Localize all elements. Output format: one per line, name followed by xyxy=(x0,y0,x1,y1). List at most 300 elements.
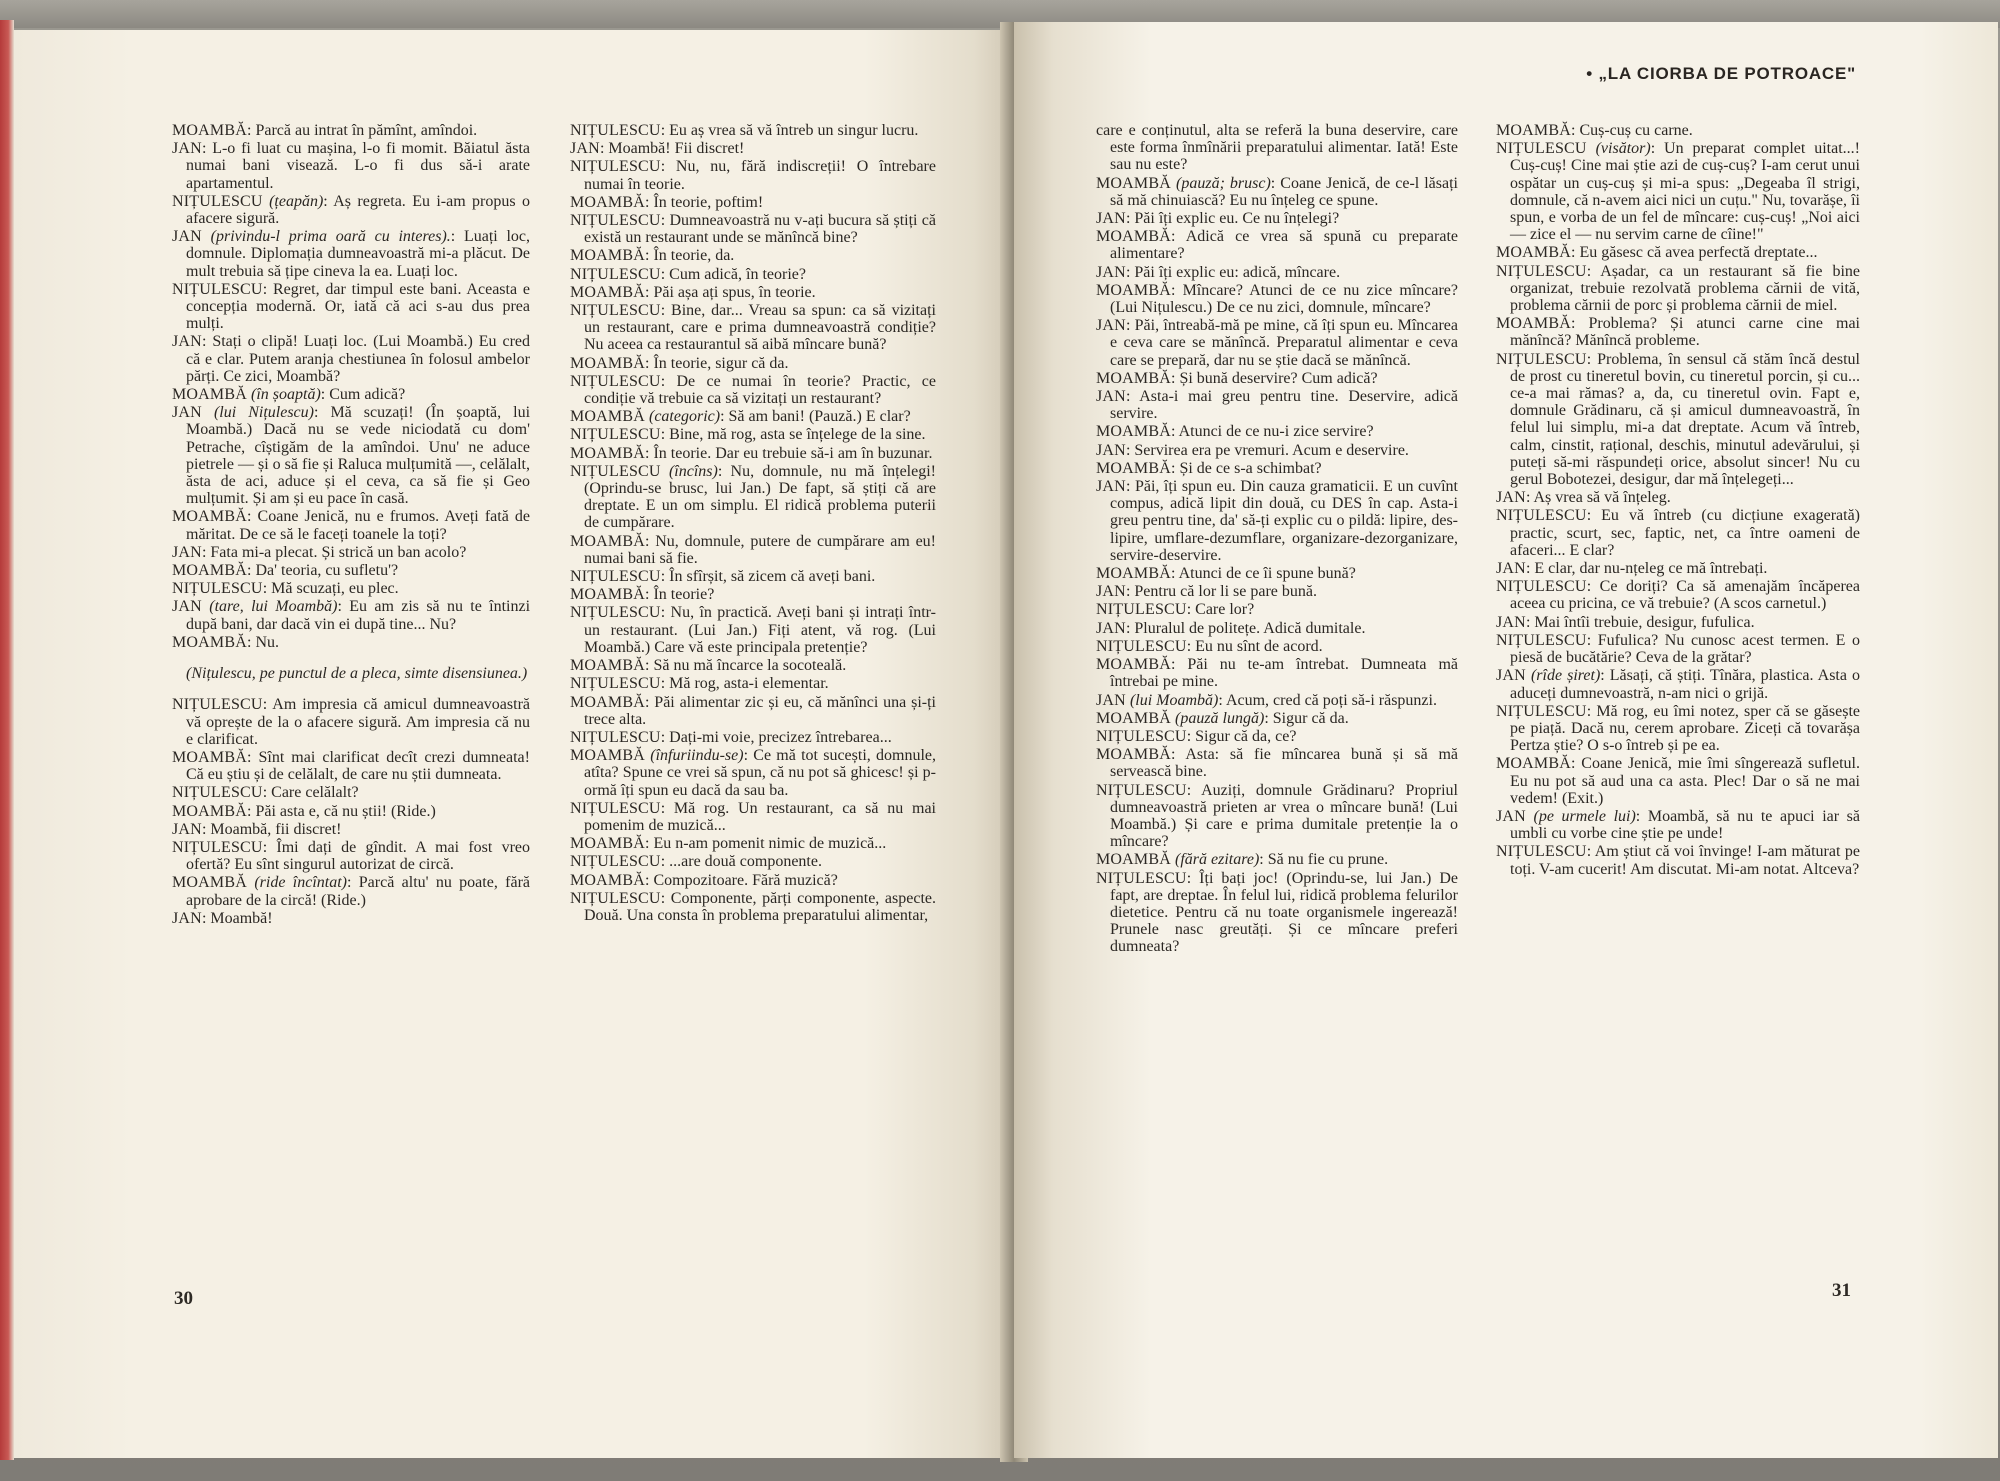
dialogue-text: Ce mă tot sucești, domnule, atîta? Spune ce vrei să spun, că nu pot să ghicesc! și p-ormă îți spun eu dacă da sau ba. xyxy=(584,747,937,799)
dialogue-line: NIȚULESCU: Mă rog. Un restaurant, ca să nu mai pomenim de muzică... xyxy=(570,799,936,834)
stage-direction-inline: (țeapăn) xyxy=(269,192,324,210)
dialogue-text: care e conținutul, alta se referă la buna deservire, care este forma înmînării preparatului alimentar. Iată! Este sau nu este? xyxy=(1096,122,1458,174)
speaker-name: NIȚULESCU xyxy=(570,675,661,693)
speaker-name: MOAMBĂ xyxy=(570,657,645,675)
dialogue-line: NIȚULESCU: Componente, părți componente, aspecte. Două. Una consta în problema preparatului alimentar, xyxy=(570,889,936,924)
speaker-name: JAN xyxy=(172,228,202,246)
dialogue-text: Acum, cred că poți să-i răspunzi. xyxy=(1225,691,1437,709)
dialogue-text: Pentru că lor li se pare bună. xyxy=(1134,583,1317,601)
stage-direction-inline: (pauză lungă) xyxy=(1175,709,1265,727)
dialogue-text: Atunci de ce nu-i zice servire? xyxy=(1178,423,1374,441)
dialogue-text: Mă rog, eu îmi notez, sper că se găsește pe piață. Dacă nu, cerem aprobare. Ziceți că tovarășa Pertza știe? O s-o întreb și pe ea. xyxy=(1510,702,1860,755)
speaker-name: NIȚULESCU xyxy=(1496,262,1587,280)
speaker-name: MOAMBĂ xyxy=(172,633,247,651)
speaker-name: MOAMBĂ xyxy=(172,386,247,404)
left-page-column-2 xyxy=(570,122,936,925)
left-page xyxy=(14,30,1014,1458)
dialogue-text: Moambă, fii discret! xyxy=(210,820,342,838)
dialogue-line: MOAMBĂ: Păi asta e, că nu știi! (Ride.) xyxy=(172,802,436,820)
dialogue-line: MOAMBĂ (ride încîntat): Parcă altu' nu poate, fără aprobare de la circă! (Ride.) xyxy=(172,874,531,909)
dialogue-line: JAN (rîde șiret): Lăsați, că știți. Tînăra, plastica. Asta o aduceți dumnevoastră, n-am nici o grijă. xyxy=(1496,667,1861,702)
dialogue-line: NIȚULESCU: Eu nu sînt de acord. xyxy=(1096,637,1323,655)
dialogue-text: Nu, nu, fără indiscreții! O întrebare numai în teorie. xyxy=(584,158,936,193)
dialogue-line: NIȚULESCU: Auziți, domnule Grădinaru? Propriul dumneavoastră prieten ar vrea o mîncare bună! (Lui Moambă.) Și care e prima dumitale pretenție la o mîncare? xyxy=(1096,781,1459,851)
dialogue-text: Fufulica? Nu cunosc acest termen. E o piesă de bucătărie? Ceva de la grătar? xyxy=(1510,631,1860,667)
speaker-name: NIȚULESCU xyxy=(172,696,263,714)
dialogue-text: În teorie? xyxy=(653,586,715,604)
dialogue-line: MOAMBĂ (pauză; brusc): Coane Jenică, de ce-l lăsați să mă chinuiască? Eu nu înțeleg ce spune. xyxy=(1096,174,1459,209)
speaker-name: MOAMBĂ xyxy=(1096,656,1171,674)
dialogue-line: NIȚULESCU: Sigur că da, ce? xyxy=(1096,727,1297,745)
dialogue-text: Eu aș vrea să vă întreb un singur lucru. xyxy=(669,122,919,139)
dialogue-text: Coane Jenică, de ce-l lăsați să mă chinuiască? Eu nu înțeleg ce spune. xyxy=(1110,174,1459,209)
dialogue-text: Bine, dar... Vreau sa spun: ca să vizitați un restaurant, care e prima dumneavoastră condiție? Nu aceea ca restaurantul să aibă mîncare bună? xyxy=(584,302,936,354)
dialogue-text: Care celălalt? xyxy=(271,784,359,802)
dialogue-line: JAN: Moambă, fii discret! xyxy=(172,820,342,838)
dialogue-text: Moambă, să nu te apuci iar să umbli cu vorbe cine știe pe unde! xyxy=(1510,807,1860,843)
dialogue-text: Cum adică? xyxy=(329,386,406,404)
dialogue-line: MOAMBĂ: Atunci de ce îi spune bună? xyxy=(1096,565,1356,583)
dialogue-text: Am impresia că amicul dumneavoastră vă oprește de la o afacere sigură. Am impresia că nu e clarificat. xyxy=(186,696,531,748)
dialogue-text: Coane Jenică, mie îmi sîngerează sufletul. Eu nu pot să aud una ca asta. Plec! Dar o să ne mai vedem! (Exit.) xyxy=(1510,755,1860,807)
speaker-name: MOAMBĂ xyxy=(570,193,645,211)
dialogue-text: Îmi dați de gîndit. A mai fost vreo ofertă? Eu sînt singurul autorizat de circă. xyxy=(186,838,530,874)
speaker-name: MOAMBĂ xyxy=(1096,369,1171,387)
dialogue-text: Da' teoria, cu sufletu'? xyxy=(255,562,399,580)
dialogue-line: MOAMBĂ: În teorie, sigur că da. xyxy=(570,354,789,372)
stage-direction-inline: (lui Nițulescu) xyxy=(213,404,314,422)
stage-direction-inline: (ride încîntat) xyxy=(254,874,347,892)
stage-direction-inline: (tare, lui Moambă) xyxy=(209,598,338,616)
speaker-name: JAN xyxy=(172,598,202,616)
speaker-name: NIȚULESCU xyxy=(570,426,661,444)
speaker-name: MOAMBĂ xyxy=(172,508,247,526)
dialogue-text: Nu, domnule, nu mă înțelegi! (Oprindu-se brusc, lui Jan.) De fapt, să știți că are dreptate. E un om simplu. El ridică problema puterii de cumpărare. xyxy=(584,462,937,532)
speaker-name: NIȚULESCU xyxy=(1496,140,1587,158)
dialogue-line: NIȚULESCU: Dați-mi voie, precizez întrebarea... xyxy=(570,728,892,746)
speaker-name: NIȚULESCU xyxy=(1096,781,1187,799)
speaker-name: NIȚULESCU xyxy=(1096,869,1187,887)
dialogue-text: Să am bani! (Pauză.) E clar? xyxy=(728,408,911,426)
dialogue-text: Așadar, ca un restaurant să fie bine organizat, trebuie rezolvată problema cărnii de vită, problema cărnii de porc și problema cărnii de miel. xyxy=(1510,262,1861,315)
speaker-name: NIȚULESCU xyxy=(172,280,263,298)
speaker-name: MOAMBĂ xyxy=(172,122,247,139)
speaker-name: NIȚULESCU xyxy=(570,889,661,907)
speaker-name: JAN xyxy=(172,820,202,838)
dialogue-line: JAN: Păi, îți spun eu. Din cauza gramaticii. E un cuvînt compus, adică lipit din două, cu DES în cap. Asta-i greu pentru tine, da' să-ți explic cu o pildă: lipire, des-lipire, umflare-dezumflare, organizare-dezorganizare, servire-deservire. xyxy=(1096,478,1458,564)
stage-direction: (Nițulescu, pe punctul de a pleca, simte disensiunea.) xyxy=(186,665,528,683)
speaker-name: MOAMBĂ xyxy=(172,748,247,766)
dialogue-line: NIȚULESCU: De ce numai în teorie? Practic, ce condiție vă trebuie ca să vizitați un restaurant? xyxy=(570,372,936,408)
dialogue-line: MOAMBĂ: Eu găsesc că avea perfectă dreptate... xyxy=(1496,244,1818,262)
speaker-name: JAN xyxy=(1496,807,1526,825)
dialogue-text: Asta-i mai greu pentru tine. Deservire, adică servire. xyxy=(1110,388,1459,423)
dialogue-text: Sigur că da, ce? xyxy=(1195,727,1297,745)
dialogue-line: JAN: E clar, dar nu-nțeleg ce mă întrebați. xyxy=(1496,560,1768,578)
dialogue-line: MOAMBĂ: Să nu mă încarce la socoteală. xyxy=(570,657,847,675)
speaker-name: NIȚULESCU xyxy=(172,580,263,598)
speaker-name: MOAMBĂ xyxy=(570,586,645,604)
dialogue-line: JAN (privindu-l prima oară cu interes).: Luați loc, domnule. Diplomația dumneavoastră mi-a plăcut. De mult trebuia să țipe cineva la ea. Luați loc. xyxy=(172,228,530,280)
dialogue-line: MOAMBĂ: Nu, domnule, putere de cumpărare am eu! numai bani să fie. xyxy=(570,532,937,567)
stage-direction-inline: (visător) xyxy=(1595,140,1651,158)
speaker-name: JAN xyxy=(1096,263,1126,281)
dialogue-line: NIȚULESCU: Am impresia că amicul dumneavoastră vă oprește de la o afacere sigură. Am impresia că nu e clarificat. xyxy=(172,696,531,748)
dialogue-line: JAN (lui Nițulescu): Mă scuzați! (În șoaptă, lui Moambă.) Dacă nu se vede niciodată cu dom' Petrache, cîștigăm de la amîndoi. Unu' ne aduce pietrele — și o să fie și Raluca mulțumită —, celălalt, ăsta de aci, aduce și el ceva, ca să fie și Geo mulțumit. Și am și eu pace în casă. xyxy=(172,404,531,508)
dialogue-text: Păi nu te-am întrebat. Dumneata mă întrebai pe mine. xyxy=(1110,656,1459,691)
speaker-name: MOAMBĂ xyxy=(570,693,645,711)
speaker-name: NIȚULESCU xyxy=(570,853,661,871)
speaker-name: NIȚULESCU xyxy=(172,192,263,210)
speaker-name: NIȚULESCU xyxy=(1496,702,1587,720)
speaker-name: JAN xyxy=(1096,210,1126,228)
speaker-name: JAN xyxy=(172,333,202,351)
dialogue-text: Un preparat complet uitat...! Cuș-cuș! Cine mai știe azi de cuș-cuș? I-am cerut unui ospătar un cuș-cuș și mi-a spus: „Degeaba îl strigi, domnule, că n-avem aici nici un cuțu." Nu, tovarășe, îi spun, e vorba de un fel de mîncare: cuș-cuș! „Noi aici — zice el — nu servim carne de cîine!" xyxy=(1510,140,1861,244)
dialogue-line: JAN (pe urmele lui): Moambă, să nu te apuci iar să umbli cu vorbe cine știe pe unde! xyxy=(1496,807,1860,843)
speaker-name: NIȚULESCU xyxy=(1496,631,1587,649)
speaker-name: JAN xyxy=(1096,619,1126,637)
left-page-column-1 xyxy=(172,122,530,928)
dialogue-line: MOAMBĂ: Și bună deservire? Cum adică? xyxy=(1096,369,1378,387)
speaker-name: MOAMBĂ xyxy=(1096,281,1171,299)
dialogue-text: În teorie. Dar eu trebuie să-i am în buzunar. xyxy=(653,444,933,462)
dialogue-text: Eu n-am pomenit nimic de muzică... xyxy=(653,835,887,853)
speaker-name: NIȚULESCU xyxy=(1496,578,1587,596)
dialogue-text: Nu. xyxy=(255,633,280,651)
speaker-name: JAN xyxy=(1096,478,1126,496)
dialogue-text: Asta: să fie mîncarea bună și să mă servească bine. xyxy=(1110,746,1459,781)
speaker-name: JAN xyxy=(1496,613,1526,631)
dialogue-line: JAN (lui Moambă): Acum, cred că poți să-i răspunzi. xyxy=(1096,691,1437,709)
dialogue-line: MOAMBĂ: Păi alimentar zic și eu, că mănînci una și-ți trece alta. xyxy=(570,693,937,728)
dialogue-text: Adică ce vrea să spună cu preparate alimentare? xyxy=(1110,228,1459,263)
dialogue-text: Care lor? xyxy=(1195,601,1255,619)
dialogue-line: JAN: Mai întîi trebuie, desigur, fufulica. xyxy=(1496,613,1755,631)
dialogue-line: JAN: Păi, întreabă-mă pe mine, că îți spun eu. Mîncarea e ceva care se mănîncă. Preparatul alimentar e ceva care se prepară, dar nu se știe dacă se mănîncă. xyxy=(1096,317,1458,369)
dialogue-text: În sfîrșit, să zicem că aveți bani. xyxy=(669,568,876,586)
speaker-name: JAN xyxy=(172,909,202,927)
speaker-name: JAN xyxy=(1496,667,1526,685)
dialogue-line: MOAMBĂ: Atunci de ce nu-i zice servire? xyxy=(1096,423,1374,441)
stage-direction-inline: (rîde șiret) xyxy=(1530,667,1601,685)
speaker-name: NIȚULESCU xyxy=(1496,507,1587,525)
dialogue-text: Coane Jenică, nu e frumos. Aveți fată de măritat. De ce să le faceți toanele la toți? xyxy=(186,508,530,543)
speaker-name: NIȚULESCU xyxy=(1496,350,1587,368)
speaker-name: NIȚULESCU xyxy=(570,302,661,320)
dialogue-line: MOAMBĂ: Mîncare? Atunci de ce nu zice mîncare? (Lui Nițulescu.) De ce nu zici, domnule, mîncare? xyxy=(1096,281,1458,317)
dialogue-text: Pluralul de politețe. Adică dumitale. xyxy=(1134,619,1366,637)
dialogue-text: De ce numai în teorie? Practic, ce condiție vă trebuie ca să vizitați un restaurant? xyxy=(584,372,936,408)
dialogue-line: NIȚULESCU (încîns): Nu, domnule, nu mă înțelegi! (Oprindu-se brusc, lui Jan.) De fapt, să știți că are dreptate. E un om simplu. El ridică problema puterii de cumpărare. xyxy=(570,462,937,532)
dialogue-line: NIȚULESCU (visător): Un preparat complet uitat...! Cuș-cuș! Cine mai știe azi de cuș-cuș? I-am cerut unui ospătar un cuș-cuș și mi-a spus: „Degeaba îl strigi, domnule, că n-avem aici nici un cuțu." Nu, tovarășe, îi spun, e vorba de un fel de mîncare: cuș-cuș! „Noi aici — zice el — nu servim carne de cîine!" xyxy=(1496,140,1861,244)
stage-direction-inline: (categoric) xyxy=(649,408,721,426)
speaker-name: NIȚULESCU xyxy=(570,122,661,139)
speaker-name: NIȚULESCU xyxy=(570,604,661,622)
speaker-name: MOAMBĂ xyxy=(1096,851,1171,869)
dialogue-text: Nu, în practică. Aveți bani și intrați într-un restaurant. (Lui Jan.) Fiți atent, vă rog. (Lui Moambă.) Care vă este principala pretenție? xyxy=(584,604,936,656)
stage-direction-inline: (în șoaptă) xyxy=(251,386,321,404)
dialogue-text: Compozitoare. Fără muzică? xyxy=(653,871,838,889)
dialogue-text: Păi îți explic eu: adică, mîncare. xyxy=(1134,263,1341,281)
dialogue-line: MOAMBĂ: Eu n-am pomenit nimic de muzică... xyxy=(570,835,887,853)
dialogue-text: Păi așa ați spus, în teorie. xyxy=(653,283,816,301)
dialogue-text: Eu nu sînt de acord. xyxy=(1195,637,1323,655)
dialogue-line: NIȚULESCU: Îți bați joc! (Oprindu-se, lui Jan.) De fapt, are dreptae. În felul lui, ridică problema felurilor dietetice. Pentru că nu toate organismele ingerează! Prunele nasc greutăți. Și ce mîncare preferi dumneata? xyxy=(1096,869,1458,956)
dialogue-text: Să nu fie cu prune. xyxy=(1267,851,1389,869)
dialogue-text: Moambă! Fii discret! xyxy=(608,140,745,158)
dialogue-line: MOAMBĂ (pauză lungă): Sigur că da. xyxy=(1096,709,1349,727)
dialogue-line: NIȚULESCU: Eu aș vrea să vă întreb un singur lucru. xyxy=(570,122,919,139)
dialogue-line: MOAMBĂ: Coane Jenică, nu e frumos. Aveți fată de măritat. De ce să le faceți toanele la toți? xyxy=(172,508,530,543)
page-number-right: 31 xyxy=(1832,1280,1851,1301)
speaker-name: NIȚULESCU xyxy=(1096,601,1187,619)
right-page-column-2 xyxy=(1496,122,1860,879)
dialogue-line: NIȚULESCU: Nu, în practică. Aveți bani și intrați într-un restaurant. (Lui Jan.) Fiți atent, vă rog. (Lui Moambă.) Care vă este principala pretenție? xyxy=(570,604,936,656)
dialogue-line: NIȚULESCU: Ce doriți? Ca să amenajăm încăperea aceea cu pricina, ce vă trebuie? (A scos carnetul.) xyxy=(1496,578,1860,613)
dialogue-line: MOAMBĂ: În teorie, da. xyxy=(570,247,735,265)
dialogue-text: Problema, în sensul că stăm încă destul de prost cu tineretul bovin, cu tineretul porcin, și cu... ce-a mai rămas? a, da, cu tineretul ovin. Fapt e, domnule Grădinaru, că și amicul dumneavoastră, în felul lui simplu, mi-a dat dreptate. Acum vă întreb, calm, cinstit, rațional, deschis, minutul adevărului, și puteți să-mi răspundeți orice, absolut sincer! Nu cu gerul Bobotezei, desigur, dar mă înțelegeți... xyxy=(1510,350,1860,489)
dialogue-text: Sînt mai clarificat decît crezi dumneata! Că eu știu și de celălalt, de care nu știi dumneata. xyxy=(186,748,530,784)
stage-direction-inline: (fără ezitare) xyxy=(1175,851,1260,869)
dialogue-text: Eu vă întreb (cu dicțiune exagerată) practic, scurt, sec, faptic, net, ca între oameni de afaceri... E clar? xyxy=(1510,507,1860,559)
speaker-name: MOAMBĂ xyxy=(570,532,645,550)
speaker-name: JAN xyxy=(1096,317,1126,335)
dialogue-text: Problema? Și atunci carne cine mai mănîncă? Mănîncă probleme. xyxy=(1510,315,1860,350)
dialogue-text: Cum adică, în teorie? xyxy=(669,265,806,283)
speaker-name: NIȚULESCU xyxy=(570,158,661,176)
stage-direction-inline: (încîns) xyxy=(668,462,718,480)
dialogue-text: Mă rog. Un restaurant, ca să nu mai pomenim de muzică... xyxy=(584,799,936,834)
speaker-name: NIȚULESCU xyxy=(570,728,661,746)
stage-direction-inline: (privindu-l prima oară cu interes). xyxy=(210,228,451,246)
dialogue-line: MOAMBĂ: Compozitoare. Fără muzică? xyxy=(570,871,838,889)
speaker-name: MOAMBĂ xyxy=(1496,755,1571,773)
speaker-name: NIȚULESCU xyxy=(570,568,661,586)
dialogue-text: Și bună deservire? Cum adică? xyxy=(1179,369,1378,387)
dialogue-text: Mă rog, asta-i elementar. xyxy=(669,675,829,693)
dialogue-text: Lăsați, că știți. Tînăra, plastica. Asta o aduceți dumnevoastră, n-am nici o grijă. xyxy=(1510,667,1861,702)
speaker-name: MOAMBĂ xyxy=(1496,122,1571,139)
speaker-name: NIȚULESCU xyxy=(570,265,661,283)
speaker-name: MOAMBĂ xyxy=(1096,709,1171,727)
dialogue-text: Îți bați joc! (Oprindu-se, lui Jan.) De fapt, are dreptae. În felul lui, ridică problema felurilor dietetice. Pentru că nu toate organismele ingerează! Prunele nasc greutăți. Și ce mîncare preferi dumneata? xyxy=(1110,869,1458,956)
speaker-name: MOAMBĂ xyxy=(570,871,645,889)
dialogue-line: NIȚULESCU: ...are două componente. xyxy=(570,853,822,871)
speaker-name: MOAMBĂ xyxy=(172,874,247,892)
right-page xyxy=(1014,22,1998,1458)
speaker-name: NIȚULESCU xyxy=(172,838,263,856)
dialogue-line: MOAMBĂ: Da' teoria, cu sufletu'? xyxy=(172,562,399,580)
dialogue-text: Ce doriți? Ca să amenajăm încăperea aceea cu pricina, ce vă trebuie? (A scos carnetul.) xyxy=(1510,578,1860,613)
dialogue-line: NIȚULESCU: Am știut că voi învinge! I-am măturat pe toți. V-am cucerit! Am discutat. Mi-am notat. Altceva? xyxy=(1496,843,1861,878)
dialogue-line: NIȚULESCU: Bine, mă rog, asta se înțelege de la sine. xyxy=(570,426,926,444)
speaker-name: MOAMBĂ xyxy=(570,354,645,372)
dialogue-text: Mai întîi trebuie, desigur, fufulica. xyxy=(1534,613,1755,631)
dialogue-line: MOAMBĂ: Sînt mai clarificat decît crezi dumneata! Că eu știu și de celălalt, de care nu știi dumneata. xyxy=(172,748,530,784)
speaker-name: MOAMBĂ xyxy=(570,408,645,426)
speaker-name: JAN xyxy=(172,140,202,158)
dialogue-line: JAN: Aș vrea să vă înțeleg. xyxy=(1496,489,1671,507)
stage-direction-inline: (pauză; brusc) xyxy=(1176,174,1271,192)
dialogue-text: Aș regreta. Eu i-am propus o afacere sigură. xyxy=(186,192,531,228)
dialogue-line: MOAMBĂ: Păi nu te-am întrebat. Dumneata mă întrebai pe mine. xyxy=(1096,656,1459,691)
dialogue-text: ...are două componente. xyxy=(669,853,822,871)
dialogue-text: E clar, dar nu-nțeleg ce mă întrebați. xyxy=(1534,560,1768,578)
dialogue-line: JAN: Păi îți explic eu: adică, mîncare. xyxy=(1096,263,1341,281)
speaker-name: MOAMBĂ xyxy=(1096,459,1171,477)
dialogue-text: Am știut că voi învinge! I-am măturat pe toți. V-am cucerit! Am discutat. Mi-am notat. Altceva? xyxy=(1510,843,1861,878)
dialogue-line: JAN: Stați o clipă! Luați loc. (Lui Moambă.) Eu cred că e clar. Putem aranja chestiunea în folosul ambelor părți. Ce zici, Moambă? xyxy=(172,333,530,385)
dialogue-text: Păi îți explic eu. Ce nu înțelegi? xyxy=(1134,210,1340,228)
dialogue-line: NIȚULESCU: Mă rog, asta-i elementar. xyxy=(570,675,829,693)
dialogue-text: În teorie, da. xyxy=(653,247,735,265)
dialogue-line: JAN: Păi îți explic eu. Ce nu înțelegi? xyxy=(1096,210,1340,228)
dialogue-line: NIȚULESCU: Mă rog, eu îmi notez, sper că se găsește pe piață. Dacă nu, cerem aprobare. Ziceți că tovarășa Pertza știe? O s-o întreb și pe ea. xyxy=(1496,702,1860,755)
speaker-name: NIȚULESCU xyxy=(1496,843,1587,861)
speaker-name: NIȚULESCU xyxy=(570,372,661,390)
speaker-name: MOAMBĂ xyxy=(570,247,645,265)
speaker-name: NIȚULESCU xyxy=(1096,727,1187,745)
dialogue-line: JAN: Servirea era pe vremuri. Acum e deservire. xyxy=(1096,441,1409,459)
dialogue-line: MOAMBĂ: Parcă au intrat în pămînt, amîndoi. xyxy=(172,122,478,139)
dialogue-line: MOAMBĂ: Problema? Și atunci carne cine mai mănîncă? Mănîncă probleme. xyxy=(1496,315,1860,350)
speaker-name: MOAMBĂ xyxy=(1096,228,1171,246)
dialogue-text: Nu, domnule, putere de cumpărare am eu! numai bani să fie. xyxy=(584,532,937,567)
running-head: • „LA CIORBA DE POTROACE" xyxy=(1586,64,1856,83)
dialogue-text: Moambă! xyxy=(210,909,273,927)
dialogue-text: Dumneavoastră nu v-ați bucura să știți că există un restaurant unde se mănîncă bine? xyxy=(584,212,937,247)
speaker-name: NIȚULESCU xyxy=(172,784,263,802)
dialogue-line: MOAMBĂ: În teorie? xyxy=(570,586,715,604)
dialogue-line: JAN: Asta-i mai greu pentru tine. Deservire, adică servire. xyxy=(1096,388,1459,423)
dialogue-text: Mîncare? Atunci de ce nu zice mîncare? (Lui Nițulescu.) De ce nu zici, domnule, mîncare? xyxy=(1110,281,1458,317)
dialogue-text: În teorie, poftim! xyxy=(653,193,764,211)
dialogue-line: JAN (tare, lui Moambă): Eu am zis să nu te întinzi după bani, dar dacă vin ei după tine... Nu? xyxy=(172,598,531,633)
dialogue-text: Servirea era pe vremuri. Acum e deservire. xyxy=(1134,441,1409,459)
dialogue-line: MOAMBĂ: Cuș-cuș cu carne. xyxy=(1496,122,1693,139)
stage-direction-inline: (înfuriindu-se) xyxy=(650,747,744,765)
dialogue-line: NIȚULESCU: În sfîrșit, să zicem că aveți bani. xyxy=(570,568,876,586)
dialogue-line: NIȚULESCU: Fufulica? Nu cunosc acest termen. E o piesă de bucătărie? Ceva de la grătar? xyxy=(1496,631,1860,667)
dialogue-text: În teorie, sigur că da. xyxy=(653,354,789,372)
speaker-name: MOAMBĂ xyxy=(1096,423,1171,441)
page-number-left: 30 xyxy=(174,1288,193,1309)
dialogue-line: NIȚULESCU: Eu vă întreb (cu dicțiune exagerată) practic, scurt, sec, faptic, net, ca între oameni de afaceri... E clar? xyxy=(1496,507,1860,559)
dialogue-line: JAN: L-o fi luat cu mașina, l-o fi momit. Băiatul ăsta numai bani visează. L-o fi dus să-i arate apartamentul. xyxy=(172,140,531,192)
stage-direction-inline: (pe urmele lui) xyxy=(1533,807,1636,825)
dialogue-text: Parcă au intrat în pămînt, amîndoi. xyxy=(255,122,478,139)
speaker-name: MOAMBĂ xyxy=(172,562,247,580)
dialogue-line: JAN: Pentru că lor li se pare bună. xyxy=(1096,583,1317,601)
speaker-name: NIȚULESCU xyxy=(570,462,661,480)
stage-direction-inline: (lui Moambă) xyxy=(1129,691,1219,709)
dialogue-text: Mă scuzați, eu plec. xyxy=(271,580,399,598)
dialogue-line: JAN: Fata mi-a plecat. Și strică un ban acolo? xyxy=(172,543,467,561)
dialogue-line: NIȚULESCU: Cum adică, în teorie? xyxy=(570,265,806,283)
dialogue-text: Cuș-cuș cu carne. xyxy=(1579,122,1693,139)
speaker-name: JAN xyxy=(172,404,202,422)
dialogue-text: Eu am zis să nu te întinzi după bani, dar dacă vin ei după tine... Nu? xyxy=(186,598,531,633)
dialogue-line: MOAMBĂ: În teorie, poftim! xyxy=(570,193,764,211)
speaker-name: NIȚULESCU xyxy=(570,799,661,817)
dialogue-line: MOAMBĂ (categoric): Să am bani! (Pauză.) E clar? xyxy=(570,408,911,426)
dialogue-text: Componente, părți componente, aspecte. Două. Una consta în problema preparatului alimentar, xyxy=(584,889,936,924)
dialogue-line: MOAMBĂ: Nu. xyxy=(172,633,280,651)
dialogue-line: NIȚULESCU: Problema, în sensul că stăm încă destul de prost cu tineretul bovin, cu tineretul porcin, și cu... ce-a mai rămas? a, da, cu tineretul ovin. Fapt e, domnule Grădinaru, că și amicul dumneavoastră, în felul lui simplu, mi-a dat dreptate. Acum vă întreb, calm, cinstit, rațional, deschis, minutul adevărului, și puteți să-mi răspundeți orice, absolut sincer! Nu cu gerul Bobotezei, desigur, dar mă înțelegeți... xyxy=(1496,350,1860,489)
dialogue-line: NIȚULESCU: Care celălalt? xyxy=(172,784,359,802)
speaker-name: MOAMBĂ xyxy=(1096,174,1171,192)
speaker-name: MOAMBĂ xyxy=(172,802,247,820)
dialogue-line: MOAMBĂ: Și de ce s-a schimbat? xyxy=(1096,459,1322,477)
speaker-name: JAN xyxy=(1496,489,1526,507)
speaker-name: JAN xyxy=(1096,691,1126,709)
dialogue-line: NIȚULESCU: Nu, nu, fără indiscreții! O întrebare numai în teorie. xyxy=(570,158,936,193)
dialogue-line: NIȚULESCU: Bine, dar... Vreau sa spun: ca să vizitați un restaurant, care e prima dumneavoastră condiție? Nu aceea ca restaurantul să aibă mîncare bună? xyxy=(570,302,936,354)
dialogue-text: Eu găsesc că avea perfectă dreptate... xyxy=(1579,244,1818,262)
dialogue-line: MOAMBĂ: Păi așa ați spus, în teorie. xyxy=(570,283,816,301)
dialogue-text: Păi, îți spun eu. Din cauza gramaticii. E un cuvînt compus, adică lipit din două, cu DES în cap. Asta-i greu pentru tine, da' să-ți explic cu o pildă: lipire, des-lipire, umflare-dezumflare, organizare-dezorganizare, servire-deservire. xyxy=(1110,478,1458,564)
dialogue-line: MOAMBĂ: În teorie. Dar eu trebuie să-i am în buzunar. xyxy=(570,444,933,462)
dialogue-line: NIȚULESCU: Care lor? xyxy=(1096,601,1255,619)
speaker-name: JAN xyxy=(1096,388,1126,406)
dialogue-text: Bine, mă rog, asta se înțelege de la sine. xyxy=(669,426,926,444)
dialogue-text: Sigur că da. xyxy=(1272,709,1349,727)
dialogue-text: Fata mi-a plecat. Și strică un ban acolo? xyxy=(210,543,467,561)
dialogue-line: NIȚULESCU: Așadar, ca un restaurant să fie bine organizat, trebuie rezolvată problema cărnii de vită, problema cărnii de porc și problema cărnii de miel. xyxy=(1496,262,1861,315)
dialogue-line: JAN: Moambă! xyxy=(172,909,273,927)
speaker-name: NIȚULESCU xyxy=(1096,637,1187,655)
dialogue-text: Păi, întreabă-mă pe mine, că îți spun eu. Mîncarea e ceva care se mănîncă. Preparatul alimentar e ceva care se prepară, dar nu se știe dacă se mănîncă. xyxy=(1110,317,1458,369)
dialogue-text: Mă scuzați! (În șoaptă, lui Moambă.) Dacă nu se vede niciodată cu dom' Petrache, cîștigăm de la amîndoi. Unu' ne aduce pietrele — și o să fie și Raluca mulțumită —, celălalt, ăsta de aci, aduce și el ceva, ca să fie și Geo mulțumit. Și am și eu pace în casă. xyxy=(186,404,531,508)
dialogue-line: NIȚULESCU: Îmi dați de gîndit. A mai fost vreo ofertă? Eu sînt singurul autorizat de circă. xyxy=(172,838,530,874)
right-page-column-1 xyxy=(1096,122,1458,957)
dialogue-line: MOAMBĂ: Asta: să fie mîncarea bună și să mă servească bine. xyxy=(1096,746,1459,781)
dialogue-text: Luați loc, domnule. Diplomația dumneavoastră mi-a plăcut. De mult trebuia să țipe cineva la ea. Luați loc. xyxy=(186,228,530,280)
dialogue-line: NIȚULESCU: Dumneavoastră nu v-ați bucura să știți că există un restaurant unde se mănîncă bine? xyxy=(570,212,937,247)
speaker-name: JAN xyxy=(172,543,202,561)
book-cover-edge-left xyxy=(0,20,14,1460)
dialogue-line: MOAMBĂ (în șoaptă): Cum adică? xyxy=(172,386,406,404)
dialogue-line: MOAMBĂ: Coane Jenică, mie îmi sîngerează sufletul. Eu nu pot să aud una ca asta. Plec! Dar o să ne mai vedem! (Exit.) xyxy=(1496,755,1860,807)
dialogue-text: L-o fi luat cu mașina, l-o fi momit. Băiatul ăsta numai bani visează. L-o fi dus să-i arate apartamentul. xyxy=(186,140,531,192)
speaker-name: NIȚULESCU xyxy=(570,212,661,230)
speaker-name: JAN xyxy=(1096,583,1126,601)
speaker-name: MOAMBĂ xyxy=(1496,315,1571,333)
dialogue-text: Parcă altu' nu poate, fără aprobare de la circă! (Ride.) xyxy=(186,874,531,909)
dialogue-text: Și de ce s-a schimbat? xyxy=(1179,459,1322,477)
dialogue-text: Dați-mi voie, precizez întrebarea... xyxy=(669,728,892,746)
speaker-name: MOAMBĂ xyxy=(570,444,645,462)
dialogue-text: Aș vrea să vă înțeleg. xyxy=(1533,489,1671,507)
speaker-name: MOAMBĂ xyxy=(570,283,645,301)
speaker-name: JAN xyxy=(570,140,600,158)
dialogue-line: MOAMBĂ: Adică ce vrea să spună cu preparate alimentare? xyxy=(1096,228,1459,263)
dialogue-line: NIȚULESCU: Regret, dar timpul este bani. Aceasta e concepția modernă. Or, iată că aci s-au dus prea mulți. xyxy=(172,280,530,333)
dialogue-text: Păi alimentar zic și eu, că mănînci una și-ți trece alta. xyxy=(584,693,937,728)
dialogue-line: JAN: Moambă! Fii discret! xyxy=(570,140,745,158)
dialogue-line: NIȚULESCU (țeapăn): Aș regreta. Eu i-am propus o afacere sigură. xyxy=(172,192,531,228)
speaker-name: MOAMBĂ xyxy=(1496,244,1571,262)
dialogue-line: JAN: Pluralul de politețe. Adică dumitale. xyxy=(1096,619,1366,637)
dialogue-text: Stați o clipă! Luați loc. (Lui Moambă.) Eu cred că e clar. Putem aranja chestiunea în folosul ambelor părți. Ce zici, Moambă? xyxy=(186,333,530,385)
dialogue-line: NIȚULESCU: Mă scuzați, eu plec. xyxy=(172,580,399,598)
dialogue-text: Să nu mă încarce la socoteală. xyxy=(653,657,847,675)
dialogue-line: MOAMBĂ (înfuriindu-se): Ce mă tot sucești, domnule, atîta? Spune ce vrei să spun, că nu pot să ghicesc! și p-ormă îți spun eu dacă da sau ba. xyxy=(570,747,937,799)
speaker-name: MOAMBĂ xyxy=(1096,746,1171,764)
dialogue-text: Regret, dar timpul este bani. Aceasta e concepția modernă. Or, iată că aci s-au dus prea mulți. xyxy=(186,280,530,333)
speaker-name: MOAMBĂ xyxy=(570,747,645,765)
dialogue-line xyxy=(1096,122,1458,174)
